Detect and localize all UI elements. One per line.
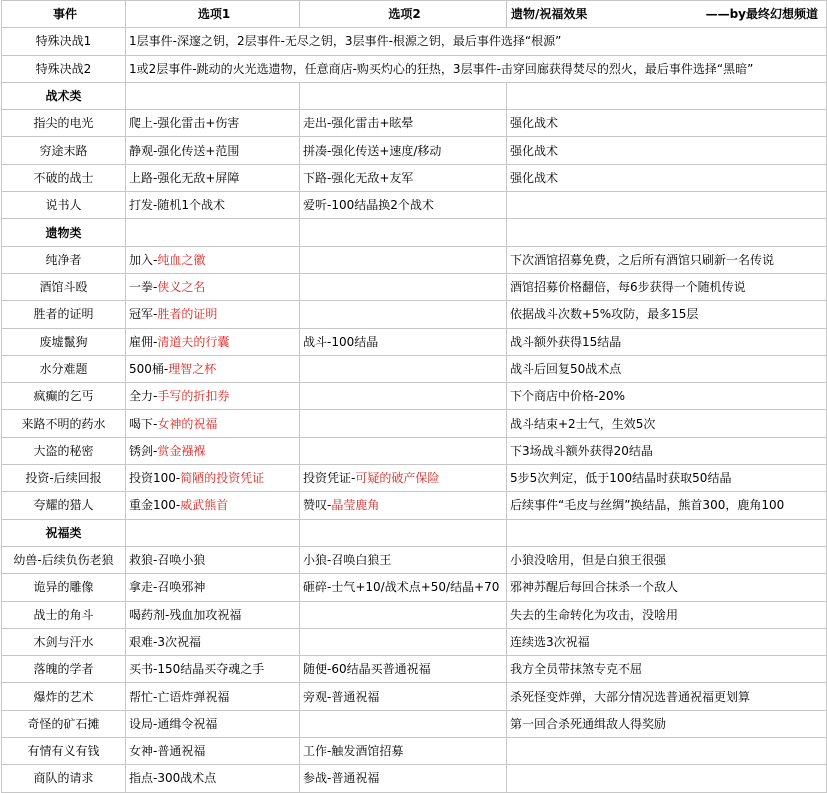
option2-cell xyxy=(300,273,507,300)
effect-cell: 强化战术 xyxy=(507,164,827,191)
option2-cell xyxy=(300,328,507,355)
section-row-tactics xyxy=(2,82,827,109)
table-row xyxy=(2,137,827,164)
effect-cell: 依据战斗次数+5%攻防，最多15层 xyxy=(507,301,827,328)
option2-cell xyxy=(300,465,507,492)
effect-cell: 杀死怪变炸弹，大部分情况选普通祝福更划算 xyxy=(507,683,827,710)
effect-cell: 战斗额外获得15结晶 xyxy=(507,328,827,355)
event-name: 落魄的学者 xyxy=(2,656,126,683)
table-row xyxy=(2,246,827,273)
table-row xyxy=(2,574,827,601)
header-effect xyxy=(507,1,827,28)
option1-cell xyxy=(126,301,300,328)
table-row xyxy=(2,683,827,710)
option2-cell xyxy=(300,410,507,437)
table-row xyxy=(2,465,827,492)
option1-cell: 指点-300战术点 xyxy=(126,765,300,792)
option2-cell: 参战-普通祝福 xyxy=(300,765,507,792)
option2-action: 战斗-100结晶 xyxy=(303,334,379,349)
option1-cell xyxy=(126,246,300,273)
effect-cell xyxy=(507,765,827,792)
event-name: 废墟鬣狗 xyxy=(2,328,126,355)
table-row xyxy=(2,410,827,437)
option2-cell xyxy=(300,601,507,628)
empty-cell xyxy=(300,519,507,546)
event-name: 纯净者 xyxy=(2,246,126,273)
special-event-name: 特殊决战1 xyxy=(2,28,126,55)
special-event-text: 1或2层事件-跳动的火光选遗物，任意商店-购买灼心的狂热，3层事件-击穿回廊获得焚尽的烈火，最后事件选择“黑暗” xyxy=(126,55,827,82)
author-credit: ——by最终幻想频道 xyxy=(705,7,818,22)
option2-action: 赞叹- xyxy=(303,498,332,513)
section-row-relics xyxy=(2,219,827,246)
relic-name: 纯血之徽 xyxy=(157,252,206,267)
option1-cell: 上路-强化无敌+屏障 xyxy=(126,164,300,191)
event-name: 酒馆斗殴 xyxy=(2,273,126,300)
option2-cell: 拼凑-强化传送+速度/移动 xyxy=(300,137,507,164)
event-name: 穷途末路 xyxy=(2,137,126,164)
effect-cell: 下3场战斗额外获得20结晶 xyxy=(507,437,827,464)
option1-cell: 拿走-召唤邪神 xyxy=(126,574,300,601)
option1-cell: 爬上-强化雷击+伤害 xyxy=(126,110,300,137)
option1-action: 全力- xyxy=(129,389,158,404)
option1-action: 500桶- xyxy=(129,362,169,376)
table-row xyxy=(2,328,827,355)
event-name: 不破的战士 xyxy=(2,164,126,191)
effect-cell: 下个商店中价格-20% xyxy=(507,383,827,410)
event-name: 幼兽-后续负伤老狼 xyxy=(2,546,126,573)
option1-cell: 设局-通缉令祝福 xyxy=(126,710,300,737)
table-row xyxy=(2,492,827,519)
option2-cell: 随便-60结晶买普通祝福 xyxy=(300,656,507,683)
table-row xyxy=(2,628,827,655)
effect-cell: 5步5次判定，低于100结晶时获取50结晶 xyxy=(507,465,827,492)
table-row xyxy=(2,301,827,328)
event-name: 胜者的证明 xyxy=(2,301,126,328)
effect-cell: 战斗后回复50战术点 xyxy=(507,355,827,382)
relic-name: 清道夫的行囊 xyxy=(157,334,230,349)
empty-cell xyxy=(507,219,827,246)
event-name: 有情有义有钱 xyxy=(2,738,126,765)
effect-cell: 邪神苏醒后每回合抹杀一个敌人 xyxy=(507,574,827,601)
table-row xyxy=(2,383,827,410)
option1-cell: 静观-强化传送+范围 xyxy=(126,137,300,164)
event-name: 说书人 xyxy=(2,192,126,219)
option2-cell: 砸碎-士气+10/战术点+50/结晶+70 xyxy=(300,574,507,601)
option2-cell xyxy=(300,628,507,655)
option2-cell: 下路-强化无敌+友军 xyxy=(300,164,507,191)
event-name: 大盗的秘密 xyxy=(2,437,126,464)
relic-name: 简陋的投资凭证 xyxy=(180,471,265,486)
section-title-tactics: 战术类 xyxy=(2,82,126,109)
event-name: 诡异的雕像 xyxy=(2,574,126,601)
event-name: 夸耀的猎人 xyxy=(2,492,126,519)
special-row xyxy=(2,55,827,82)
effect-cell: 后续事件“毛皮与丝绸”换结晶，熊首300，鹿角100 xyxy=(507,492,827,519)
option1-action: 重金100- xyxy=(129,498,181,513)
empty-cell xyxy=(126,219,300,246)
effect-cell: 强化战术 xyxy=(507,137,827,164)
special-row xyxy=(2,28,827,55)
empty-cell xyxy=(126,519,300,546)
option2-cell xyxy=(300,492,507,519)
relic-name: 晶莹鹿角 xyxy=(331,498,380,513)
events-table xyxy=(1,0,827,793)
option2-cell: 小狼-召唤白狼王 xyxy=(300,546,507,573)
event-name: 商队的请求 xyxy=(2,765,126,792)
option1-action: 一拳- xyxy=(129,280,158,295)
option1-cell xyxy=(126,437,300,464)
empty-cell xyxy=(507,519,827,546)
relic-name: 女神的祝福 xyxy=(157,416,218,431)
table-row xyxy=(2,765,827,792)
section-row-blessings xyxy=(2,519,827,546)
table-row xyxy=(2,110,827,137)
table-row xyxy=(2,355,827,382)
table-row xyxy=(2,656,827,683)
relic-name: 手写的折扣券 xyxy=(157,389,230,404)
relic-name: 可疑的破产保险 xyxy=(355,471,440,486)
header-option2: 选项2 xyxy=(300,1,507,28)
effect-cell: 小狼没啥用，但是白狼王很强 xyxy=(507,546,827,573)
effect-cell: 下次酒馆招募免费，之后所有酒馆只刷新一名传说 xyxy=(507,246,827,273)
effect-cell: 连续选3次祝福 xyxy=(507,628,827,655)
event-name: 奇怪的矿石摊 xyxy=(2,710,126,737)
event-name: 战士的角斗 xyxy=(2,601,126,628)
header-effect-label: 遗物/祝福效果 xyxy=(511,7,588,22)
option1-cell: 帮忙-亡语炸弹祝福 xyxy=(126,683,300,710)
relic-name: 威武熊首 xyxy=(180,498,229,513)
relic-name: 胜者的证明 xyxy=(157,307,218,322)
relic-name: 侠义之名 xyxy=(157,280,206,295)
option2-cell xyxy=(300,246,507,273)
table-row xyxy=(2,164,827,191)
option1-cell xyxy=(126,465,300,492)
relic-name: 理智之杯 xyxy=(168,362,217,376)
effect-cell: 第一回合杀死通缉敌人得奖励 xyxy=(507,710,827,737)
option1-action: 加入- xyxy=(129,252,158,267)
option1-cell: 买书-150结晶买夺魂之手 xyxy=(126,656,300,683)
option2-cell: 走出-强化雷击+眩晕 xyxy=(300,110,507,137)
option1-cell: 女神-普通祝福 xyxy=(126,738,300,765)
option2-cell xyxy=(300,301,507,328)
event-name: 疯癫的乞丐 xyxy=(2,383,126,410)
option2-cell: 旁观-普通祝福 xyxy=(300,683,507,710)
option1-action: 锈剑- xyxy=(129,443,158,458)
option1-cell xyxy=(126,492,300,519)
effect-cell: 失去的生命转化为攻击，没啥用 xyxy=(507,601,827,628)
table-row xyxy=(2,192,827,219)
effect-cell: 酒馆招募价格翻倍，每6步获得一个随机传说 xyxy=(507,273,827,300)
option2-cell: 爱听-100结晶换2个战术 xyxy=(300,192,507,219)
table-row xyxy=(2,546,827,573)
event-name: 水分难题 xyxy=(2,355,126,382)
option1-cell xyxy=(126,410,300,437)
event-name: 指尖的电光 xyxy=(2,110,126,137)
table-row xyxy=(2,273,827,300)
option1-action: 雇佣- xyxy=(129,334,158,349)
header-event: 事件 xyxy=(2,1,126,28)
header-row xyxy=(2,1,827,28)
effect-cell xyxy=(507,192,827,219)
option2-cell xyxy=(300,710,507,737)
option1-action: 喝下- xyxy=(129,416,158,431)
option1-cell xyxy=(126,328,300,355)
option1-cell xyxy=(126,273,300,300)
empty-cell xyxy=(507,82,827,109)
effect-cell: 战斗结束+2士气，生效5次 xyxy=(507,410,827,437)
option2-cell xyxy=(300,437,507,464)
empty-cell xyxy=(300,82,507,109)
option2-cell: 工作-触发酒馆招募 xyxy=(300,738,507,765)
header-option1: 选项1 xyxy=(126,1,300,28)
event-name: 木剑与汗水 xyxy=(2,628,126,655)
empty-cell xyxy=(300,219,507,246)
event-name: 来路不明的药水 xyxy=(2,410,126,437)
effect-cell: 我方全员带抹煞专克不屈 xyxy=(507,656,827,683)
option1-cell: 打发-随机1个战术 xyxy=(126,192,300,219)
section-title-relics: 遗物类 xyxy=(2,219,126,246)
option1-cell: 艰难-3次祝福 xyxy=(126,628,300,655)
option1-cell xyxy=(126,355,300,382)
option1-cell: 喝药剂-残血加攻祝福 xyxy=(126,601,300,628)
event-name: 投资-后续回报 xyxy=(2,465,126,492)
option2-action: 投资凭证- xyxy=(303,471,356,486)
table-row xyxy=(2,738,827,765)
special-event-text: 1层事件-深邃之钥，2层事件-无尽之钥，3层事件-根源之钥，最后事件选择“根源” xyxy=(126,28,827,55)
option1-cell: 救狼-召唤小狼 xyxy=(126,546,300,573)
option1-action: 冠军- xyxy=(129,307,158,322)
effect-cell xyxy=(507,738,827,765)
empty-cell xyxy=(126,82,300,109)
table-row xyxy=(2,601,827,628)
effect-cell: 强化战术 xyxy=(507,110,827,137)
relic-name: 赏金襁褓 xyxy=(157,443,206,458)
option2-cell xyxy=(300,383,507,410)
event-name: 爆炸的艺术 xyxy=(2,683,126,710)
special-event-name: 特殊决战2 xyxy=(2,55,126,82)
table-row xyxy=(2,437,827,464)
option1-cell xyxy=(126,383,300,410)
option1-action: 投资100- xyxy=(129,471,181,486)
section-title-blessings: 祝福类 xyxy=(2,519,126,546)
option2-cell xyxy=(300,355,507,382)
table-row xyxy=(2,710,827,737)
